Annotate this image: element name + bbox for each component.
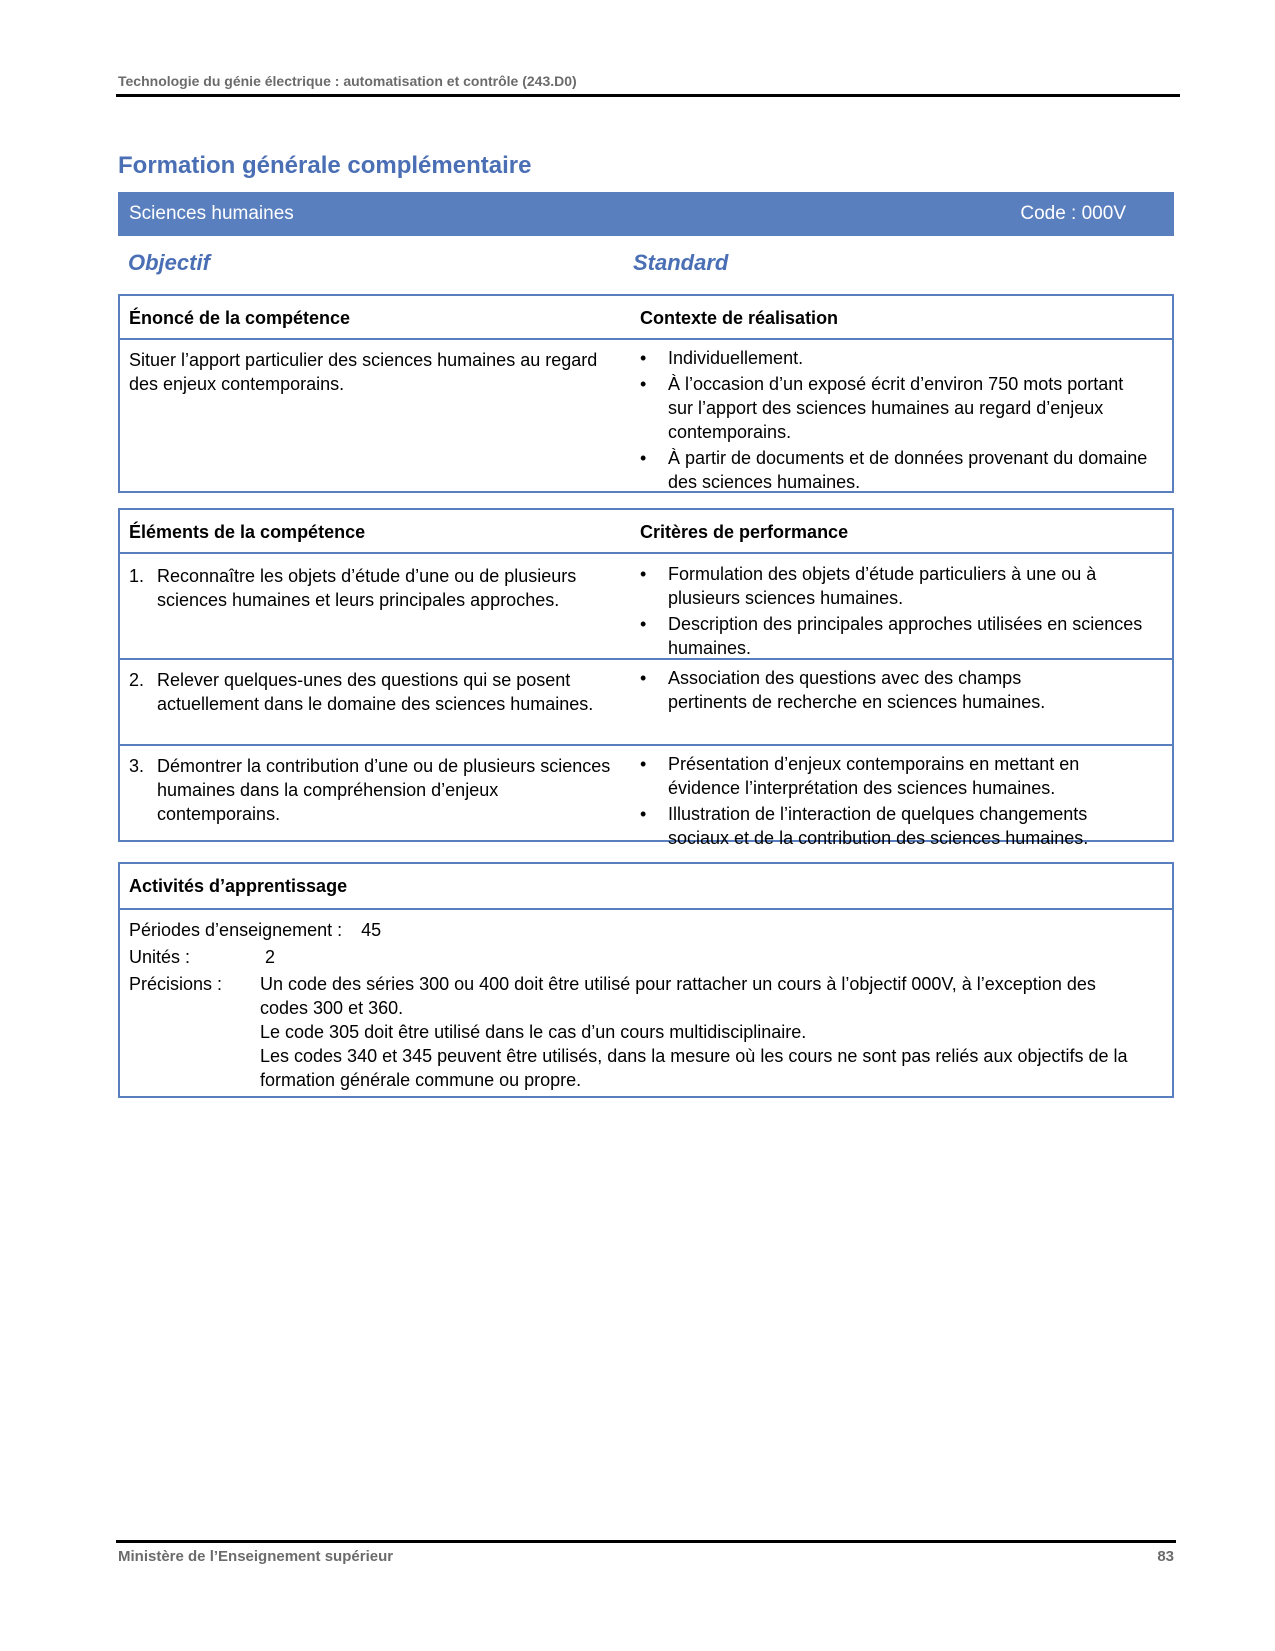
table-row (120, 660, 1172, 746)
criteria-list (640, 666, 1080, 716)
list-item: • À l’occasion d’un exposé écrit d’environ 750 mots portant sur l’apport des sciences humaines au regard d’enjeux contemporains. (640, 372, 1152, 444)
list-item: • Illustration de l’interaction de quelques changements sociaux et de la contribution des sciences humaines. (640, 802, 1152, 850)
enonce-heading: Énoncé de la compétence (129, 308, 351, 328)
element-number: 2. (129, 670, 145, 690)
element-text: Reconnaître les objets d’étude d’une ou de plusieurs sciences humaines et leurs principales approches. (157, 566, 577, 610)
contexte-list (640, 346, 1152, 496)
enonce-text: Situer l’apport particulier des sciences humaines au regard des enjeux contemporains. (129, 350, 598, 394)
precisions-line (129, 972, 1159, 1092)
periodes-line (129, 918, 381, 942)
activites-box (118, 862, 1174, 1098)
footer-rule (116, 1540, 1176, 1543)
table-row (120, 746, 1172, 846)
precisions-text (260, 972, 1140, 1092)
running-header: Technologie du génie électrique : automatisation et contrôle (243.D0) (118, 73, 577, 89)
list-item: • Présentation d’enjeux contemporains en mettant en évidence l’interprétation des sciences humaines. (640, 752, 1152, 800)
section-title: Formation générale complémentaire (118, 152, 532, 179)
element-item (129, 564, 605, 612)
contexte-heading: Contexte de réalisation (640, 308, 839, 328)
precision-item: Le code 305 doit être utilisé dans le cas d’un cours multidisciplinaire. (260, 1022, 807, 1042)
list-item: • Description des principales approches utilisées en sciences humaines. (640, 612, 1152, 660)
criteria-list (640, 562, 1152, 662)
periodes-label: Périodes d’enseignement : (129, 920, 343, 940)
page-number: 83 (1157, 1548, 1174, 1565)
element-number: 1. (129, 566, 145, 586)
list-item: • Formulation des objets d’étude particuliers à une ou à plusieurs sciences humaines. (640, 562, 1152, 610)
element-text: Démontrer la contribution d’une ou de plusieurs sciences humaines dans la compréhension d’enjeux contemporains. (157, 756, 611, 824)
element-text: Relever quelques-unes des questions qui se posent actuellement dans le domaine des sciences humaines. (157, 670, 594, 714)
precisions-label: Précisions : (129, 974, 223, 994)
table-row (120, 554, 1172, 660)
list-item: • Individuellement. (640, 346, 1152, 370)
subject-name: Sciences humaines (129, 203, 294, 224)
activites-heading: Activités d’apprentissage (129, 876, 348, 896)
unites-line (129, 945, 275, 969)
elements-box-header (120, 510, 1172, 554)
standard-heading: Standard (633, 250, 729, 275)
periodes-value: 45 (361, 920, 382, 940)
competence-box (118, 294, 1174, 493)
precision-item: Les codes 340 et 345 peuvent être utilisés, dans la mesure où les cours ne sont pas reliés aux objectifs de la formation générale commune ou propre. (260, 1046, 1128, 1090)
criteres-heading: Critères de performance (640, 522, 849, 542)
footer-publisher: Ministère de l’Enseignement supérieur (118, 1548, 394, 1565)
criteria-list (640, 752, 1152, 852)
unites-label: Unités : (129, 947, 191, 967)
element-number: 3. (129, 756, 145, 776)
subject-banner (118, 192, 1174, 236)
elements-heading: Éléments de la compétence (129, 522, 366, 542)
element-item (129, 668, 597, 716)
activites-box-header (120, 864, 1172, 910)
subject-code: Code : 000V (1020, 203, 1126, 224)
objectif-heading: Objectif (128, 250, 210, 275)
competence-box-header (120, 296, 1172, 340)
footer (118, 1548, 1174, 1565)
list-item: • Association des questions avec des champs pertinents de recherche en sciences humaines. (640, 666, 1080, 714)
precision-item: Un code des séries 300 ou 400 doit être utilisé pour rattacher un cours à l’objectif 000V, à l’exception des codes 300 et 360. (260, 974, 1096, 1018)
elements-box (118, 508, 1174, 848)
header-rule (116, 94, 1180, 97)
element-item (129, 754, 617, 826)
unites-value: 2 (265, 947, 276, 967)
list-item: • À partir de documents et de données provenant du domaine des sciences humaines. (640, 446, 1152, 494)
